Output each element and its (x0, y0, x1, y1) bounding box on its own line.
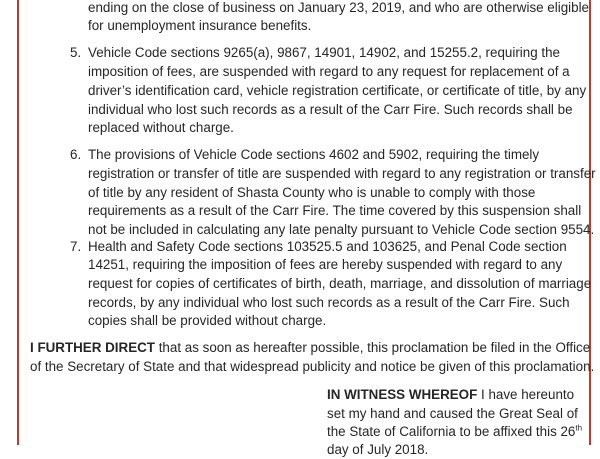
witness-line-2: set my hand and caused the Great Seal of (327, 406, 578, 421)
item-5-line-4: individual who lost such records as a result of the Carr Fire. Such records shall be (88, 102, 573, 117)
item-6-line-3: of title by any resident of Shasta County who is unable to comply with those (88, 185, 536, 200)
item-7-line-2: 14251, requiring the imposition of fees are hereby suspended with regard to any (88, 257, 563, 272)
item-6-line-1: The provisions of Vehicle Code sections 4602 and 5902, requiring the timely (88, 147, 540, 162)
witness-line-3 (327, 422, 582, 441)
item-7-line-3: request for copies of certificates of birth, death, marriage, and dissolution of marriage (88, 276, 592, 291)
further-direct-line-2: of the Secretary of State and that widespread publicity and notice be given of this proclamation. (30, 359, 595, 374)
item-7-line-4: records, by any individual who lost such records as a result of the Carr Fire. Such (88, 295, 570, 310)
item-7-number: 7. (70, 239, 82, 254)
witness-line-1 (327, 385, 574, 404)
further-direct-rest: that as soon as hereafter possible, this proclamation be filed in the Office (154, 340, 591, 355)
further-direct-line-1 (30, 338, 590, 357)
item-6-number: 6. (70, 147, 82, 162)
witness-ordinal-suffix: th (575, 423, 583, 433)
item-6-line-2: registration or transfer of title are suspended with regard to any registration or transfer (88, 166, 596, 181)
item-5-line-2: imposition of fees, are suspended with regard to any request for replacement of a (88, 64, 570, 79)
witness-line-4: day of July 2018. (327, 442, 429, 457)
witness-line-3-text: the State of California to be affixed this 26 (327, 424, 576, 439)
item-6-line-4: requirements as a result of the Carr Fire. The time covered by this suspension shall (88, 203, 582, 218)
further-direct-lead: I FURTHER DIRECT (30, 340, 155, 355)
item-5-line-3: driver’s identification card, vehicle registration certificate, or certificate of title, by any (88, 83, 587, 98)
item-6-line-5: not be included in calculating any late penalty pursuant to Vehicle Code section 9554. (88, 222, 595, 237)
witness-lead: IN WITNESS WHEREOF (327, 387, 478, 402)
item-5-number: 5. (70, 45, 82, 60)
item-5-line-1: Vehicle Code sections 9265(a), 9867, 14901, 14902, and 15255.2, requiring the (88, 45, 560, 60)
fragment-line-1: ending on the close of business on January 23, 2019, and who are otherwise eligible (88, 0, 589, 15)
item-7-line-5: copies shall be provided without charge. (88, 313, 327, 328)
fragment-line-2: for unemployment insurance benefits. (88, 18, 312, 33)
item-5-line-5: replaced without charge. (88, 120, 234, 135)
witness-rest: I have hereunto (477, 387, 575, 402)
left-margin-rule (17, 0, 19, 445)
item-7-line-1: Health and Safety Code sections 103525.5 and 103625, and Penal Code section (88, 239, 567, 254)
